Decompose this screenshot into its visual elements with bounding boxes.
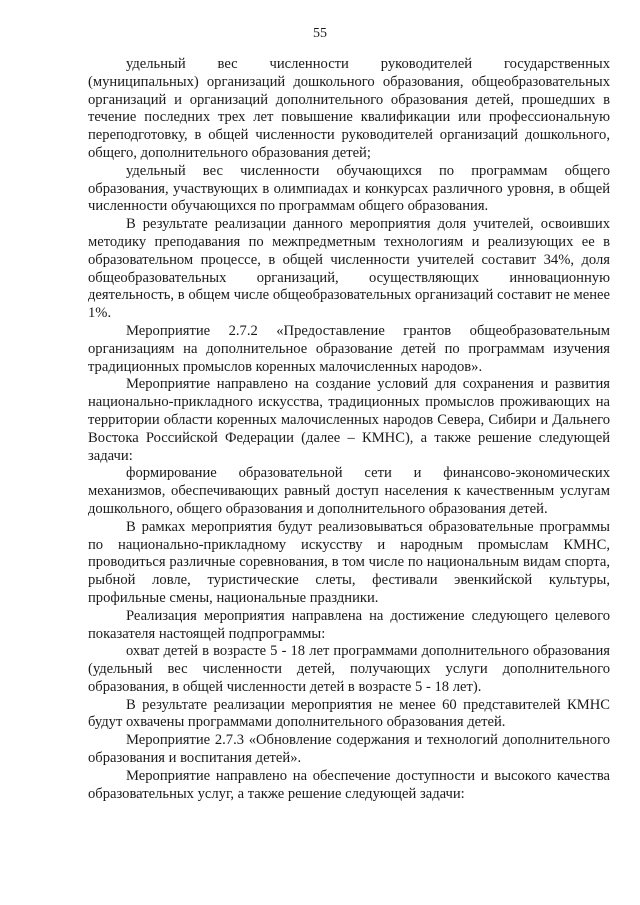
- paragraph: удельный вес численности обучающихся по программам общего образования, участвующих в олимпиадах и конкурсах различного уровня, в общей численности обучающихся по программам общего образования.: [88, 162, 610, 215]
- paragraph: Мероприятие направлено на обеспечение доступности и высокого качества образовательных услуг, а также решение следующей задачи:: [88, 767, 610, 802]
- paragraph: формирование образовательной сети и финансово-экономических механизмов, обеспечивающих равный доступ населения к качественным услугам дошкольного, общего образования и дополнительного образования детей.: [88, 465, 610, 517]
- paragraph: В рамках мероприятия будут реализовываться образовательные программы по национально-прикладному искусству и народным промыслам КМНС, проводиться различные соревнования, в том числе по национальным видам спорта, рыбной ловле, туристические слеты, фестивали эвенкийской культуры, профильные смены, национальные праздники.: [88, 518, 610, 606]
- paragraph: удельный вес численности руководителей государственных (муниципальных) организаций дошкольного образования, общеобразовательных организаций и организаций дополнительного образования детей, прошедших в течение последних трех лет повышение квалификации или профессиональную переподготовку, в общей численности руководителей организаций дошкольного, общего, дополнительного образования детей;: [88, 56, 610, 161]
- page-number: 55: [313, 26, 327, 41]
- document-body: [88, 56, 610, 803]
- paragraph: охват детей в возрасте 5 - 18 лет программами дополнительного образования (удельный вес численности детей, получающих услуги дополнительного образования, в общей численности детей в возрасте 5 - 18 лет).: [88, 643, 610, 695]
- paragraph: Реализация мероприятия направлена на достижение следующего целевого показателя настоящей подпрограммы:: [88, 607, 610, 642]
- paragraph: В результате реализации данного мероприятия доля учителей, освоивших методику преподавания по межпредметным технологиям и реализующих ее в образовательном процессе, в общей численности учителей составит 34%, доля общеобразовательных организаций, осуществляющих инновационную деятельность, в общем числе общеобразовательных организаций составит не менее 1%.: [88, 216, 610, 322]
- paragraph: Мероприятие 2.7.3 «Обновление содержания и технологий дополнительного образования и воспитания детей».: [88, 732, 610, 767]
- paragraph: Мероприятие 2.7.2 «Предоставление грантов общеобразовательным организациям на дополнительное образование детей по программам изучения традиционных промыслов коренных малочисленных народов».: [88, 322, 610, 375]
- paragraph: В результате реализации мероприятия не менее 60 представителей КМНС будут охвачены программами дополнительного образования детей.: [88, 696, 610, 731]
- paragraph: Мероприятие направлено на создание условий для сохранения и развития национально-прикладного искусства, традиционных промыслов проживающих на территории области коренных малочисленных народов Севера, Сибири и Дальнего Востока Российской Федерации (далее – КМНС), а также решение следующей задачи:: [88, 376, 610, 464]
